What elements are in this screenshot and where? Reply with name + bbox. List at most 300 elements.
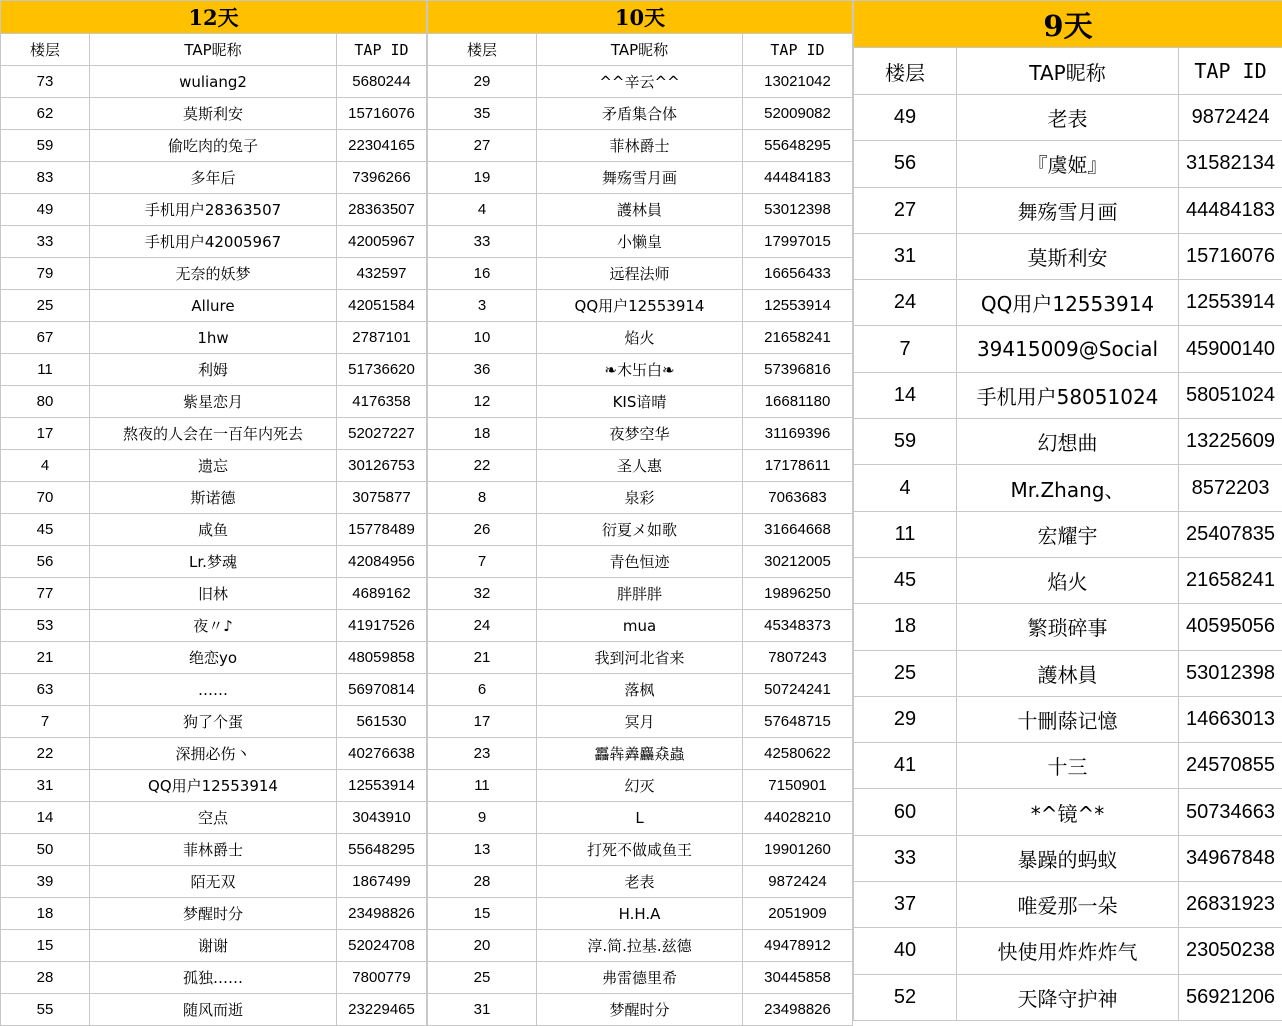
floor-cell: 33 (1, 226, 90, 258)
table-row (1, 290, 427, 322)
table-row (854, 233, 1282, 279)
table-row (1, 162, 427, 194)
table-row (854, 280, 1282, 326)
nickname-cell: 深拥必伤丶 (90, 738, 337, 770)
table-row (854, 928, 1282, 974)
floor-cell: 22 (1, 738, 90, 770)
table-row (854, 326, 1282, 372)
column-header-tap-id: TAP ID (1179, 48, 1282, 95)
tap-id-cell: 49478912 (743, 930, 853, 962)
table-row (1, 578, 427, 610)
tap-id-cell: 31169396 (743, 418, 853, 450)
floor-cell: 60 (854, 789, 957, 835)
table-row (1, 706, 427, 738)
table-row (428, 610, 853, 642)
tap-id-cell: 9872424 (743, 866, 853, 898)
tap-id-cell: 30126753 (337, 450, 427, 482)
tap-id-cell: 30212005 (743, 546, 853, 578)
table-body (428, 66, 853, 1026)
table-row (1, 930, 427, 962)
tap-id-cell: 13225609 (1179, 419, 1282, 465)
table-row (428, 834, 853, 866)
tap-id-cell: 15778489 (337, 514, 427, 546)
floor-cell: 18 (428, 418, 537, 450)
tap-id-cell: 55648295 (743, 130, 853, 162)
tap-id-cell: 57396816 (743, 354, 853, 386)
nickname-cell: QQ用户12553914 (90, 770, 337, 802)
table-row (428, 546, 853, 578)
table-row (1, 514, 427, 546)
tap-id-cell: 19896250 (743, 578, 853, 610)
tap-id-cell: 16656433 (743, 258, 853, 290)
table-row (428, 386, 853, 418)
column-header-nickname: TAP昵称 (957, 48, 1179, 95)
nickname-cell: KIS谙晴 (537, 386, 743, 418)
floor-cell: 50 (1, 834, 90, 866)
floor-cell: 37 (854, 882, 957, 928)
tap-id-cell: 57648715 (743, 706, 853, 738)
tap-id-cell: 561530 (337, 706, 427, 738)
floor-cell: 22 (428, 450, 537, 482)
column-header-nickname: TAP昵称 (90, 34, 337, 66)
table-row (1, 898, 427, 930)
nickname-cell: 快使用炸炸炸气 (957, 928, 1179, 974)
floor-cell: 77 (1, 578, 90, 610)
nickname-cell: 手机用户28363507 (90, 194, 337, 226)
floor-cell: 49 (854, 95, 957, 141)
table-row (1, 322, 427, 354)
tap-id-cell: 17997015 (743, 226, 853, 258)
tap-id-cell: 42580622 (743, 738, 853, 770)
tap-id-cell: 8572203 (1179, 465, 1282, 511)
nickname-cell: 暴躁的蚂蚁 (957, 835, 1179, 881)
table-row (1, 674, 427, 706)
floor-cell: 70 (1, 482, 90, 514)
floor-cell: 31 (1, 770, 90, 802)
table-row (1, 962, 427, 994)
table-row (1, 866, 427, 898)
table-row (428, 290, 853, 322)
table-title: 12天 (1, 1, 427, 34)
nickname-cell: 我到河北省来 (537, 642, 743, 674)
tap-id-cell: 1867499 (337, 866, 427, 898)
floor-cell: 14 (1, 802, 90, 834)
nickname-cell: 无奈的妖梦 (90, 258, 337, 290)
nickname-cell: 老表 (957, 95, 1179, 141)
tap-id-cell: 58051024 (1179, 372, 1282, 418)
table-row (854, 465, 1282, 511)
floor-cell: 39 (1, 866, 90, 898)
floor-cell: 56 (1, 546, 90, 578)
tap-id-cell: 48059858 (337, 642, 427, 674)
column-header-floor: 楼层 (854, 48, 957, 95)
floor-cell: 25 (854, 650, 957, 696)
table-row (854, 141, 1282, 187)
floor-cell: 18 (854, 604, 957, 650)
nickname-cell: 偷吃肉的兔子 (90, 130, 337, 162)
floor-cell: 11 (854, 511, 957, 557)
floor-cell: 31 (854, 233, 957, 279)
table-body (854, 95, 1282, 1021)
table-row (1, 802, 427, 834)
tap-id-cell: 2051909 (743, 898, 853, 930)
nickname-cell: 宏耀宇 (957, 511, 1179, 557)
table-row (1, 642, 427, 674)
nickname-cell: 咸鱼 (90, 514, 337, 546)
floor-cell: 33 (854, 835, 957, 881)
tap-id-cell: 44484183 (1179, 187, 1282, 233)
floor-cell: 28 (428, 866, 537, 898)
floor-cell: 24 (428, 610, 537, 642)
tap-id-cell: 3043910 (337, 802, 427, 834)
tap-id-cell: 23229465 (337, 994, 427, 1026)
nickname-cell: 1hw (90, 322, 337, 354)
tap-id-cell: 4176358 (337, 386, 427, 418)
tap-id-cell: 23498826 (337, 898, 427, 930)
table-row (854, 835, 1282, 881)
floor-cell: 26 (428, 514, 537, 546)
table-row (428, 130, 853, 162)
table-row (854, 696, 1282, 742)
table-row (854, 882, 1282, 928)
nickname-cell: 幻想曲 (957, 419, 1179, 465)
nickname-cell: 打死不做咸鱼王 (537, 834, 743, 866)
floor-cell: 4 (1, 450, 90, 482)
nickname-cell: 舞殇雪月画 (537, 162, 743, 194)
floor-cell: 83 (1, 162, 90, 194)
tap-id-cell: 31664668 (743, 514, 853, 546)
tap-id-cell: 50734663 (1179, 789, 1282, 835)
table-10-days (427, 0, 852, 1026)
tap-id-cell: 22304165 (337, 130, 427, 162)
tap-id-cell: 7396266 (337, 162, 427, 194)
table-row (854, 372, 1282, 418)
nickname-cell: 孤独…… (90, 962, 337, 994)
column-header-nickname: TAP昵称 (537, 34, 743, 66)
nickname-cell: 手机用户42005967 (90, 226, 337, 258)
nickname-cell: 遗忘 (90, 450, 337, 482)
table-row (428, 66, 853, 98)
nickname-cell: 衍夏メ如歌 (537, 514, 743, 546)
floor-cell: 12 (428, 386, 537, 418)
nickname-cell: 繁琐碎事 (957, 604, 1179, 650)
nickname-cell: H.H.A (537, 898, 743, 930)
tap-id-cell: 21658241 (1179, 557, 1282, 603)
nickname-cell: 莫斯利安 (957, 233, 1179, 279)
nickname-cell: 舞殇雪月画 (957, 187, 1179, 233)
floor-cell: 3 (428, 290, 537, 322)
tap-id-cell: 5680244 (337, 66, 427, 98)
nickname-cell: Lr.梦魂 (90, 546, 337, 578)
floor-cell: 53 (1, 610, 90, 642)
nickname-cell: 焰火 (957, 557, 1179, 603)
table-row (1, 226, 427, 258)
nickname-cell: 谢谢 (90, 930, 337, 962)
nickname-cell: 熬夜的人会在一百年内死去 (90, 418, 337, 450)
table-title: 9天 (854, 1, 1282, 48)
floor-cell: 80 (1, 386, 90, 418)
floor-cell: 36 (428, 354, 537, 386)
nickname-cell: 梦醒时分 (90, 898, 337, 930)
table-row (428, 770, 853, 802)
tap-id-cell: 4689162 (337, 578, 427, 610)
table-row (428, 98, 853, 130)
tap-id-cell: 50724241 (743, 674, 853, 706)
table-row (1, 194, 427, 226)
table-row (428, 962, 853, 994)
data-table (0, 0, 427, 1026)
table-row (428, 642, 853, 674)
floor-cell: 23 (428, 738, 537, 770)
tap-id-cell: 51736620 (337, 354, 427, 386)
floor-cell: 29 (428, 66, 537, 98)
floor-cell: 4 (854, 465, 957, 511)
nickname-cell: 老表 (537, 866, 743, 898)
nickname-cell: 陌无双 (90, 866, 337, 898)
table-row (1, 738, 427, 770)
tap-id-cell: 9872424 (1179, 95, 1282, 141)
table-title: 10天 (428, 1, 853, 34)
column-header-tap-id: TAP ID (743, 34, 853, 66)
table-row (1, 98, 427, 130)
table-row (428, 930, 853, 962)
nickname-cell: 弗雷德里希 (537, 962, 743, 994)
nickname-cell: Allure (90, 290, 337, 322)
floor-cell: 17 (428, 706, 537, 738)
nickname-cell: 護林員 (537, 194, 743, 226)
tap-id-cell: 45900140 (1179, 326, 1282, 372)
table-row (1, 418, 427, 450)
tap-id-cell: 45348373 (743, 610, 853, 642)
table-row (1, 610, 427, 642)
table-row (854, 95, 1282, 141)
floor-cell: 49 (1, 194, 90, 226)
table-row (428, 162, 853, 194)
nickname-cell: 焰火 (537, 322, 743, 354)
nickname-cell: Mr.Zhang、 (957, 465, 1179, 511)
floor-cell: 21 (1, 642, 90, 674)
table-row (854, 557, 1282, 603)
floor-cell: 45 (1, 514, 90, 546)
tap-id-cell: 31582134 (1179, 141, 1282, 187)
table-9-days (853, 0, 1282, 1021)
tap-id-cell: 14663013 (1179, 696, 1282, 742)
nickname-cell: 落枫 (537, 674, 743, 706)
tap-id-cell: 23498826 (743, 994, 853, 1026)
floor-cell: 73 (1, 66, 90, 98)
tap-id-cell: 52009082 (743, 98, 853, 130)
floor-cell: 67 (1, 322, 90, 354)
tap-id-cell: 15716076 (1179, 233, 1282, 279)
tap-id-cell: 53012398 (743, 194, 853, 226)
floor-cell: 63 (1, 674, 90, 706)
tap-id-cell: 7807243 (743, 642, 853, 674)
floor-cell: 16 (428, 258, 537, 290)
table-row (428, 322, 853, 354)
tap-id-cell: 15716076 (337, 98, 427, 130)
nickname-cell: 泉彩 (537, 482, 743, 514)
table-row (1, 994, 427, 1026)
nickname-cell: QQ用户12553914 (537, 290, 743, 322)
table-row (428, 866, 853, 898)
nickname-cell: 梦醒时分 (537, 994, 743, 1026)
floor-cell: 9 (428, 802, 537, 834)
table-row (1, 482, 427, 514)
tap-id-cell: 17178611 (743, 450, 853, 482)
nickname-cell: 手机用户58051024 (957, 372, 1179, 418)
floor-cell: 8 (428, 482, 537, 514)
nickname-cell: 冥月 (537, 706, 743, 738)
tap-id-cell: 16681180 (743, 386, 853, 418)
nickname-cell: ❧木卐白❧ (537, 354, 743, 386)
nickname-cell: 十三 (957, 743, 1179, 789)
table-row (1, 66, 427, 98)
nickname-cell: QQ用户12553914 (957, 280, 1179, 326)
floor-cell: 4 (428, 194, 537, 226)
nickname-cell: 斯诺德 (90, 482, 337, 514)
nickname-cell: 狗了个蛋 (90, 706, 337, 738)
tap-id-cell: 12553914 (337, 770, 427, 802)
table-row (854, 789, 1282, 835)
nickname-cell: 绝恋yo (90, 642, 337, 674)
tap-id-cell: 2787101 (337, 322, 427, 354)
nickname-cell: 菲林爵士 (537, 130, 743, 162)
tap-id-cell: 42005967 (337, 226, 427, 258)
nickname-cell: 『虞姬』 (957, 141, 1179, 187)
floor-cell: 59 (1, 130, 90, 162)
nickname-cell: ^^辛云^^ (537, 66, 743, 98)
nickname-cell: 天降守护神 (957, 974, 1179, 1020)
floor-cell: 55 (1, 994, 90, 1026)
table-row (1, 386, 427, 418)
nickname-cell: 小懒皇 (537, 226, 743, 258)
floor-cell: 40 (854, 928, 957, 974)
floor-cell: 62 (1, 98, 90, 130)
table-row (854, 604, 1282, 650)
nickname-cell: 十刪蒢记憶 (957, 696, 1179, 742)
table-row (1, 258, 427, 290)
floor-cell: 32 (428, 578, 537, 610)
floor-cell: 52 (854, 974, 957, 1020)
tap-id-cell: 12553914 (743, 290, 853, 322)
floor-cell: 24 (854, 280, 957, 326)
floor-cell: 7 (428, 546, 537, 578)
nickname-cell: …… (90, 674, 337, 706)
tap-id-cell: 55648295 (337, 834, 427, 866)
table-row (428, 706, 853, 738)
column-header-tap-id: TAP ID (337, 34, 427, 66)
table-row (854, 511, 1282, 557)
table-row (1, 450, 427, 482)
nickname-cell: 圣人惠 (537, 450, 743, 482)
table-row (428, 802, 853, 834)
floor-cell: 15 (1, 930, 90, 962)
nickname-cell: 利姆 (90, 354, 337, 386)
tap-id-cell: 44484183 (743, 162, 853, 194)
tap-id-cell: 42051584 (337, 290, 427, 322)
floor-cell: 10 (428, 322, 537, 354)
tap-id-cell: 53012398 (1179, 650, 1282, 696)
tap-id-cell: 7800779 (337, 962, 427, 994)
tap-id-cell: 23050238 (1179, 928, 1282, 974)
floor-cell: 25 (1, 290, 90, 322)
floor-cell: 35 (428, 98, 537, 130)
table-row (428, 354, 853, 386)
tap-id-cell: 40595056 (1179, 604, 1282, 650)
floor-cell: 56 (854, 141, 957, 187)
floor-cell: 11 (428, 770, 537, 802)
table-row (428, 994, 853, 1026)
tap-id-cell: 13021042 (743, 66, 853, 98)
floor-cell: 20 (428, 930, 537, 962)
nickname-cell: 護林員 (957, 650, 1179, 696)
floor-cell: 27 (428, 130, 537, 162)
nickname-cell: 旧林 (90, 578, 337, 610)
nickname-cell: 莫斯利安 (90, 98, 337, 130)
nickname-cell: 随风而逝 (90, 994, 337, 1026)
nickname-cell: 夜〃♪ (90, 610, 337, 642)
column-header-floor: 楼层 (428, 34, 537, 66)
floor-cell: 45 (854, 557, 957, 603)
tap-id-cell: 25407835 (1179, 511, 1282, 557)
table-row (428, 418, 853, 450)
nickname-cell: wuliang2 (90, 66, 337, 98)
tap-id-cell: 40276638 (337, 738, 427, 770)
tap-id-cell: 28363507 (337, 194, 427, 226)
floor-cell: 17 (1, 418, 90, 450)
floor-cell: 19 (428, 162, 537, 194)
table-row (428, 226, 853, 258)
table-row (854, 419, 1282, 465)
floor-cell: 11 (1, 354, 90, 386)
tap-id-cell: 34967848 (1179, 835, 1282, 881)
nickname-cell: 空点 (90, 802, 337, 834)
floor-cell: 27 (854, 187, 957, 233)
tap-id-cell: 24570855 (1179, 743, 1282, 789)
table-row (428, 194, 853, 226)
nickname-cell: 矛盾集合体 (537, 98, 743, 130)
tap-id-cell: 12553914 (1179, 280, 1282, 326)
tap-id-cell: 52027227 (337, 418, 427, 450)
nickname-cell: 夜梦空华 (537, 418, 743, 450)
floor-cell: 14 (854, 372, 957, 418)
floor-cell: 59 (854, 419, 957, 465)
tap-id-cell: 26831923 (1179, 882, 1282, 928)
nickname-cell: 紫星恋月 (90, 386, 337, 418)
floor-cell: 7 (854, 326, 957, 372)
floor-cell: 25 (428, 962, 537, 994)
tap-id-cell: 56970814 (337, 674, 427, 706)
table-row (1, 770, 427, 802)
nickname-cell: 幻灭 (537, 770, 743, 802)
tap-id-cell: 19901260 (743, 834, 853, 866)
tap-id-cell: 41917526 (337, 610, 427, 642)
tap-id-cell: 7063683 (743, 482, 853, 514)
nickname-cell: 靐犇羴麤猋蟲 (537, 738, 743, 770)
table-row (428, 450, 853, 482)
table-row (428, 738, 853, 770)
table-12-days (0, 0, 426, 1026)
floor-cell: 21 (428, 642, 537, 674)
floor-cell: 13 (428, 834, 537, 866)
floor-cell: 79 (1, 258, 90, 290)
tap-id-cell: 56921206 (1179, 974, 1282, 1020)
nickname-cell: L (537, 802, 743, 834)
nickname-cell: mua (537, 610, 743, 642)
floor-cell: 33 (428, 226, 537, 258)
floor-cell: 28 (1, 962, 90, 994)
table-row (428, 258, 853, 290)
